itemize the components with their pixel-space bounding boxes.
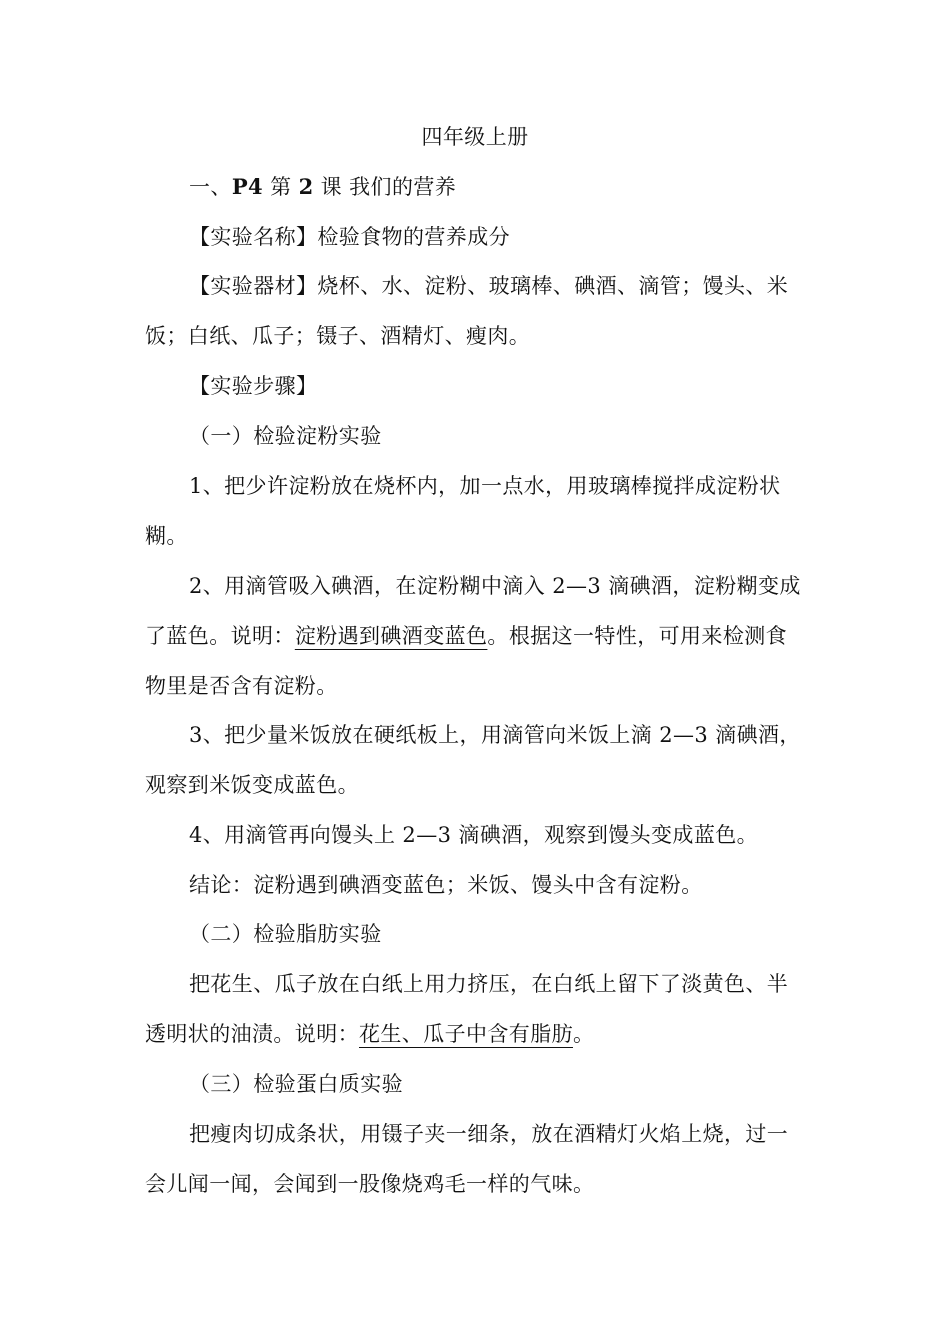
page-title: 四年级上册 <box>421 125 529 149</box>
conclusion: 结论：淀粉遇到碘酒变蓝色；米饭、馒头中含有淀粉。 <box>189 873 703 897</box>
step-2-line-3: 物里是否含有淀粉。 <box>145 674 338 698</box>
step-2-line-1: 2、用滴管吸入碘酒，在淀粉糊中滴入 2—3 滴碘酒，淀粉糊变成 <box>189 574 801 598</box>
section-3-heading: （三）检验蛋白质实验 <box>189 1072 403 1096</box>
equipment-line-2: 饭；白纸、瓜子；镊子、酒精灯、瘦肉。 <box>145 324 531 348</box>
steps-heading: 【实验步骤】 <box>189 374 318 398</box>
step-3-line-1: 3、把少量米饭放在硬纸板上，用滴管向米饭上滴 2—3 滴碘酒， <box>189 723 801 747</box>
step-3-line-2: 观察到米饭变成蓝色。 <box>145 773 359 797</box>
lesson-heading <box>189 173 810 201</box>
section-1-heading: （一）检验淀粉实验 <box>189 424 382 448</box>
section-2-heading: （二）检验脂肪实验 <box>189 922 382 946</box>
step-1-line-1: 1、把少许淀粉放在烧杯内，加一点水，用玻璃棒搅拌成淀粉状 <box>189 474 781 498</box>
step-2-line-2 <box>145 622 810 650</box>
lesson-number: 2 <box>298 174 314 199</box>
underlined-key-fact: 淀粉遇到碘酒变蓝色 <box>294 624 488 648</box>
fat-test-line-2 <box>145 1020 810 1048</box>
lesson-prefix: 一、 <box>189 175 232 199</box>
underlined-fat-fact: 花生、瓜子中含有脂肪 <box>359 1022 573 1046</box>
step-2-text-after: 。根据这一特性，可用来检测食 <box>487 624 788 648</box>
lesson-di: 第 <box>263 175 299 199</box>
step-4: 4、用滴管再向馒头上 2—3 滴碘酒，观察到馒头变成蓝色。 <box>189 823 759 847</box>
step-1-line-2: 糊。 <box>145 524 188 548</box>
fat-text-after: 。 <box>573 1022 595 1046</box>
fat-text-before: 透明状的油渍。说明： <box>145 1022 359 1046</box>
protein-test-line-2: 会儿闻一闻，会闻到一股像烧鸡毛一样的气味。 <box>145 1172 595 1196</box>
lesson-title: 课 我们的营养 <box>313 175 457 199</box>
lesson-code: P4 <box>231 174 264 199</box>
equipment-line-1: 【实验器材】烧杯、水、淀粉、玻璃棒、碘酒、滴管；馒头、米 <box>189 274 789 298</box>
experiment-name: 【实验名称】检验食物的营养成分 <box>189 225 510 249</box>
step-2-text-before: 了蓝色。说明： <box>145 624 295 648</box>
fat-test-line-1: 把花生、瓜子放在白纸上用力挤压，在白纸上留下了淡黄色、半 <box>189 972 789 996</box>
protein-test-line-1: 把瘦肉切成条状，用镊子夹一细条，放在酒精灯火焰上烧，过一 <box>189 1122 789 1146</box>
